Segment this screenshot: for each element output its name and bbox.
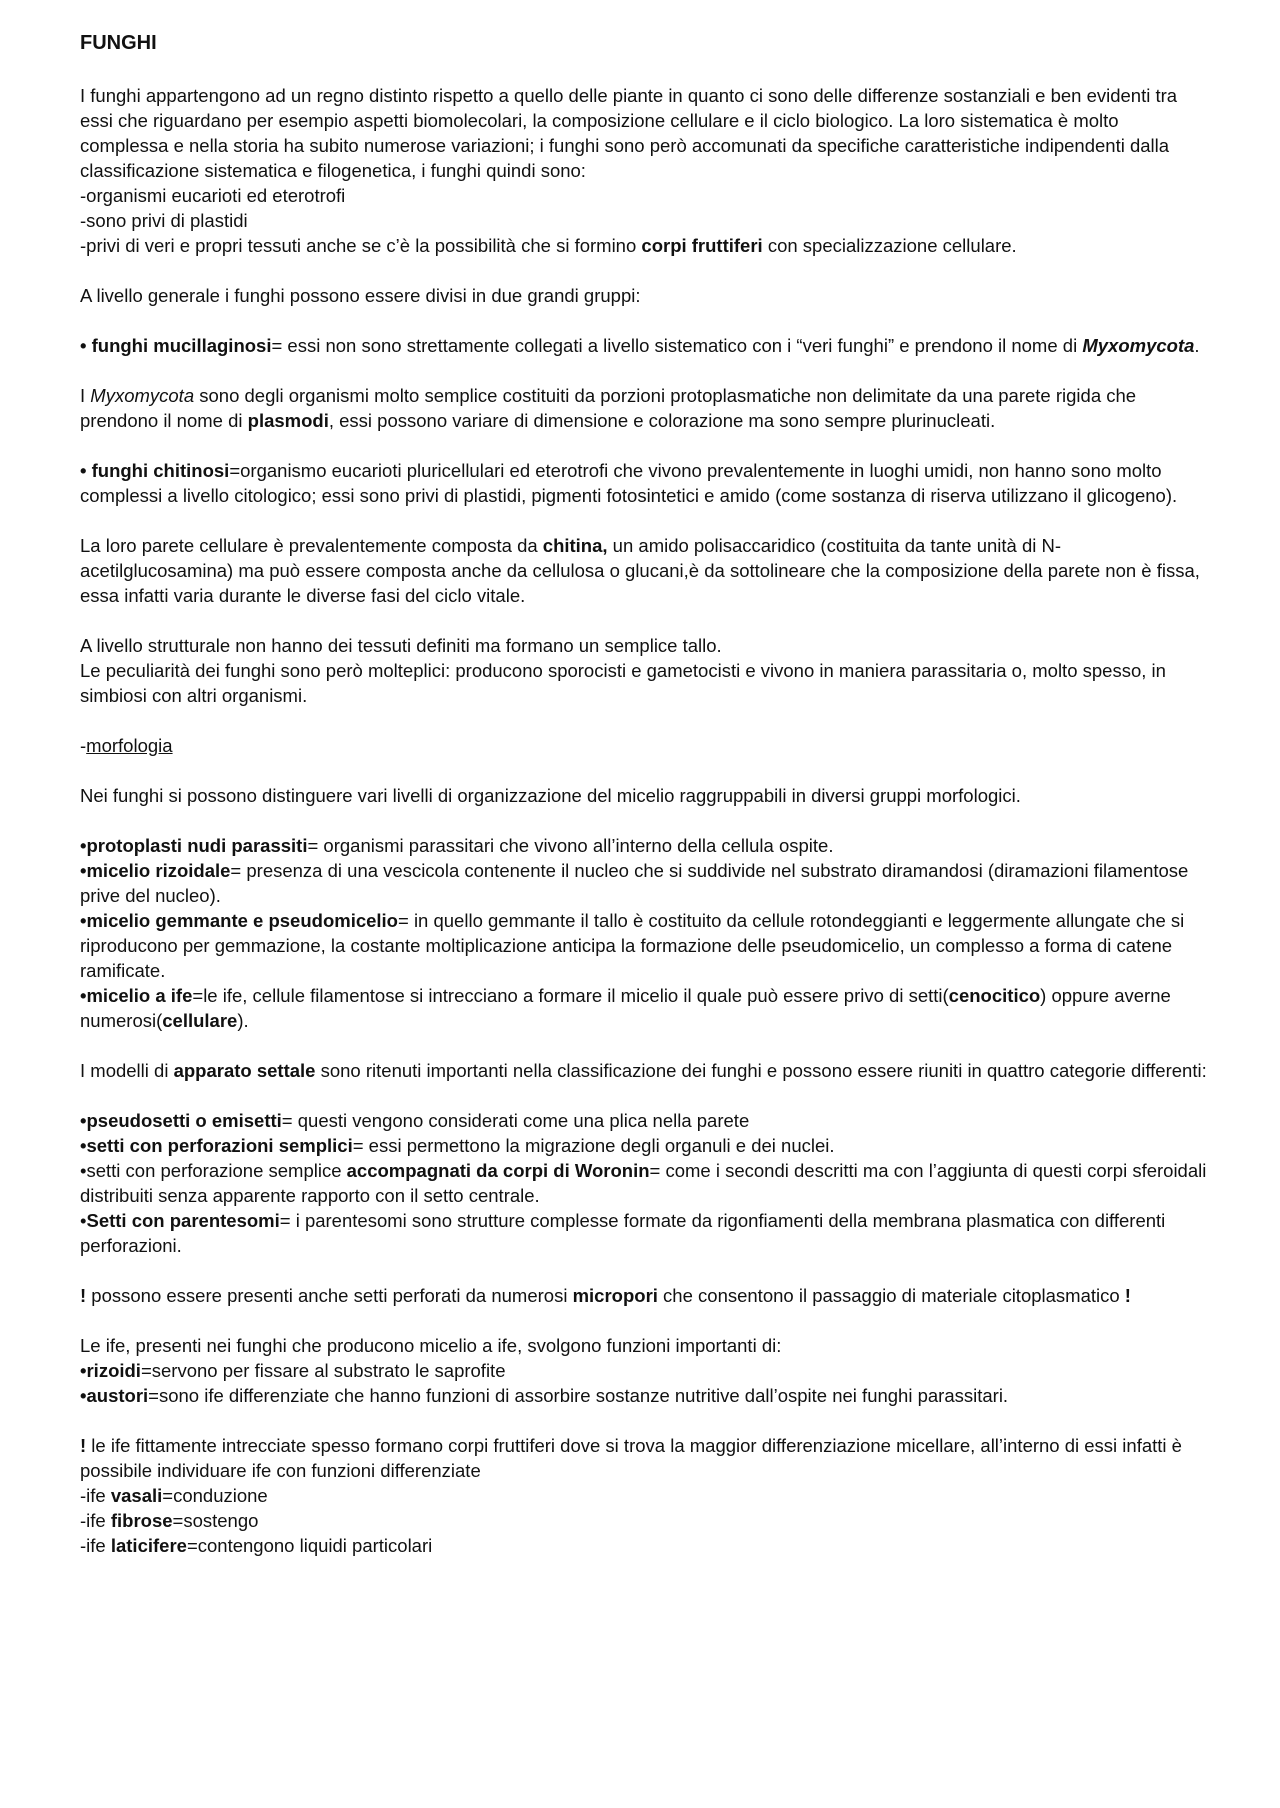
morphology-heading-text: morfologia [86, 735, 173, 756]
intro-item-bold: corpi fruttiferi [641, 235, 763, 256]
septal-item-prefix: •setti con perforazione semplice [80, 1160, 347, 1181]
page-title: FUNGHI [80, 32, 157, 54]
septal-intro [80, 1058, 1210, 1083]
morphology-intro: Nei funghi si possono distinguere vari livelli di organizzazione del micelio raggruppabili in diversi gruppi morfologici. [80, 785, 1021, 806]
ife-type-label: laticifere [110, 1535, 187, 1556]
structure-line: A livello strutturale non hanno dei tessuti definiti ma formano un semplice tallo. [80, 635, 722, 656]
apparato-settale-term: apparato settale [173, 1060, 316, 1081]
exclamation-mark: ! [80, 1285, 87, 1306]
morph-item-text: = presenza di una vescicola contenente il nucleo che si suddivide nel substrato diramandosi (diramazioni filamentose prive del nucleo). [80, 860, 1189, 906]
mucillaginosi-label: • funghi mucillaginosi [80, 335, 272, 356]
ife-function-label: •austori [80, 1385, 149, 1406]
morph-item-text: ) oppure averne numerosi( [80, 985, 1171, 1031]
intro-item: -sono privi di plastidi [80, 210, 248, 231]
intro-item: -organismi eucarioti ed eterotrofi [80, 185, 346, 206]
punctuation: . [1194, 335, 1200, 356]
cenocitico-term: cenocitico [948, 985, 1041, 1006]
ife-type-text: =contengono liquidi particolari [186, 1535, 433, 1556]
ife-type-text: =conduzione [162, 1485, 268, 1506]
plasmodi-term: plasmodi [247, 410, 329, 431]
morph-item-label: •micelio gemmante e pseudomicelio [80, 910, 398, 931]
ife-function-text: =sono ife differenziate che hanno funzioni di assorbire sostanze nutritive dall’ospite nei funghi parassitari. [148, 1385, 1009, 1406]
mucillaginosi-text: = essi non sono strettamente collegati a livello sistematico con i “veri funghi” e prendono il nome di [271, 335, 1083, 356]
micropori-term: micropori [572, 1285, 658, 1306]
structure-line: Le peculiarità dei funghi sono però molteplici: producono sporocisti e gametocisti e vivono in maniera parassitaria o, molto spesso, in simbiosi con altri organismi. [80, 660, 1166, 706]
morph-item-text: =le ife, cellule filamentose si intrecciano a formare il micelio il quale può essere privo di setti( [192, 985, 949, 1006]
septal-item-label: accompagnati da corpi di Woronin [346, 1160, 650, 1181]
ife-type-prefix: -ife [80, 1510, 111, 1531]
note-text: possono essere presenti anche setti perforati da numerosi [86, 1285, 573, 1306]
chitinosi-text: =organismo eucarioti pluricellulari ed eterotrofi che vivono prevalentemente in luoghi umidi, non hanno sono molto complessi a livello citologico; essi sono privi di plastidi, pigmenti fotosintetici e amido (come sostanza di riserva utilizzano il glicogeno). [80, 460, 1178, 506]
morph-item-label: •protoplasti nudi parassiti [80, 835, 308, 856]
septal-text: I modelli di [80, 1060, 174, 1081]
intro-item: -privi di veri e propri tessuti anche se c’è la possibilità che si formino [80, 235, 642, 256]
ife-type-label: vasali [110, 1485, 163, 1506]
ife-functions [80, 1333, 1210, 1408]
ife-type-label: fibrose [110, 1510, 173, 1531]
cellulare-term: cellulare [162, 1010, 238, 1031]
morphology-heading [80, 733, 1210, 758]
intro-item: con specializzazione cellulare. [762, 235, 1017, 256]
morph-item-text: ). [237, 1010, 249, 1031]
septal-list [80, 1108, 1210, 1258]
myxo-text: I [80, 385, 91, 406]
septal-item-prefix: • [80, 1210, 87, 1231]
septal-item-text: = come i secondi descritti ma con l’aggiunta di questi corpi sferoidali distribuiti senza apparente rapporto con il setto centrale. [80, 1160, 1207, 1206]
cell-wall-paragraph [80, 533, 1210, 608]
ife-function-label: •rizoidi [80, 1360, 141, 1381]
myxomycota-term: Myxomycota [1082, 335, 1195, 356]
septal-item-label: Setti con parentesomi [86, 1210, 280, 1231]
chitinosi-paragraph [80, 458, 1210, 508]
morph-item-text: = organismi parassitari che vivono all’interno della cellula ospite. [307, 835, 834, 856]
myxomycota-term: Myxomycota [90, 385, 195, 406]
mucillaginosi-paragraph [80, 333, 1210, 358]
note-text: che consentono il passaggio di materiale citoplasmatico [657, 1285, 1125, 1306]
intro-paragraph [80, 83, 1210, 258]
septal-item-text: = i parentesomi sono strutture complesse formate da rigonfiamenti della membrana plasmatica con differenti perforazioni. [80, 1210, 1166, 1256]
heading-dash: - [80, 735, 87, 756]
myxo-text: , essi possono variare di dimensione e colorazione ma sono sempre plurinucleati. [328, 410, 996, 431]
ife-type-text: =sostengo [172, 1510, 259, 1531]
septal-text: sono ritenuti importanti nella classificazione dei funghi e possono essere riuniti in quattro categorie differenti: [315, 1060, 1207, 1081]
exclamation-mark: ! [1124, 1285, 1131, 1306]
chitina-term: chitina, [542, 535, 608, 556]
wall-text: La loro parete cellulare è prevalentemente composta da [80, 535, 543, 556]
morphology-list [80, 833, 1210, 1033]
ife-function-text: =servono per fissare al substrato le saprofite [140, 1360, 506, 1381]
chitinosi-label: • funghi chitinosi [80, 460, 230, 481]
ife-type-prefix: -ife [80, 1535, 111, 1556]
ife-functions-intro: Le ife, presenti nei funghi che producono micelio a ife, svolgono funzioni importanti di: [80, 1335, 782, 1356]
morph-item-text: = in quello gemmante il tallo è costituito da cellule rotondeggianti e leggermente allungate che si riproducono per gemmazione, la costante moltiplicazione anticipa la formazione delle pseudomicelio, un complesso a forma di catene ramificate. [80, 910, 1185, 981]
septal-item-label: •pseudosetti o emisetti [80, 1110, 282, 1131]
myxomycota-paragraph [80, 383, 1210, 433]
myxo-text: sono degli organismi molto semplice costituiti da porzioni protoplasmatiche non delimitate da una parete rigida che prendono il nome di [80, 385, 1137, 431]
ife-type-prefix: -ife [80, 1485, 111, 1506]
exclamation-mark: ! [80, 1435, 87, 1456]
morph-item-label: •micelio rizoidale [80, 860, 231, 881]
morph-item-label: •micelio a ife [80, 985, 193, 1006]
corpi-fruttiferi-note [80, 1433, 1210, 1558]
micropori-note [80, 1283, 1210, 1308]
note-text: le ife fittamente intrecciate spesso formano corpi fruttiferi dove si trova la maggior differenziazione micellare, all’interno di essi infatti è possibile individuare ife con funzioni differenziate [80, 1435, 1182, 1481]
structure-paragraph [80, 633, 1210, 708]
septal-item-text: = essi permettono la migrazione degli organuli e dei nuclei. [352, 1135, 835, 1156]
intro-text: I funghi appartengono ad un regno distinto rispetto a quello delle piante in quanto ci sono delle differenze sostanziali e ben evidenti tra essi che riguardano per esempio aspetti biomolecolari, la composizione cellulare e il ciclo biologico. La loro sistematica è molto complessa e nella storia ha subito numerose variazioni; i funghi sono però accomunati da specifiche caratteristiche indipendenti dalla classificazione sistematica e filogenetica, i funghi quindi sono: [80, 85, 1178, 181]
septal-item-text: = questi vengono considerati come una plica nella parete [281, 1110, 750, 1131]
wall-text: un amido polisaccaridico (costituita da tante unità di N-acetilglucosamina) ma può essere composta anche da cellulosa o glucani,è da sottolineare che la composizione della parete non è fissa, essa infatti varia durante le diverse fasi del ciclo vitale. [80, 535, 1200, 606]
groups-intro: A livello generale i funghi possono essere divisi in due grandi gruppi: [80, 285, 641, 306]
septal-item-label: •setti con perforazioni semplici [80, 1135, 353, 1156]
